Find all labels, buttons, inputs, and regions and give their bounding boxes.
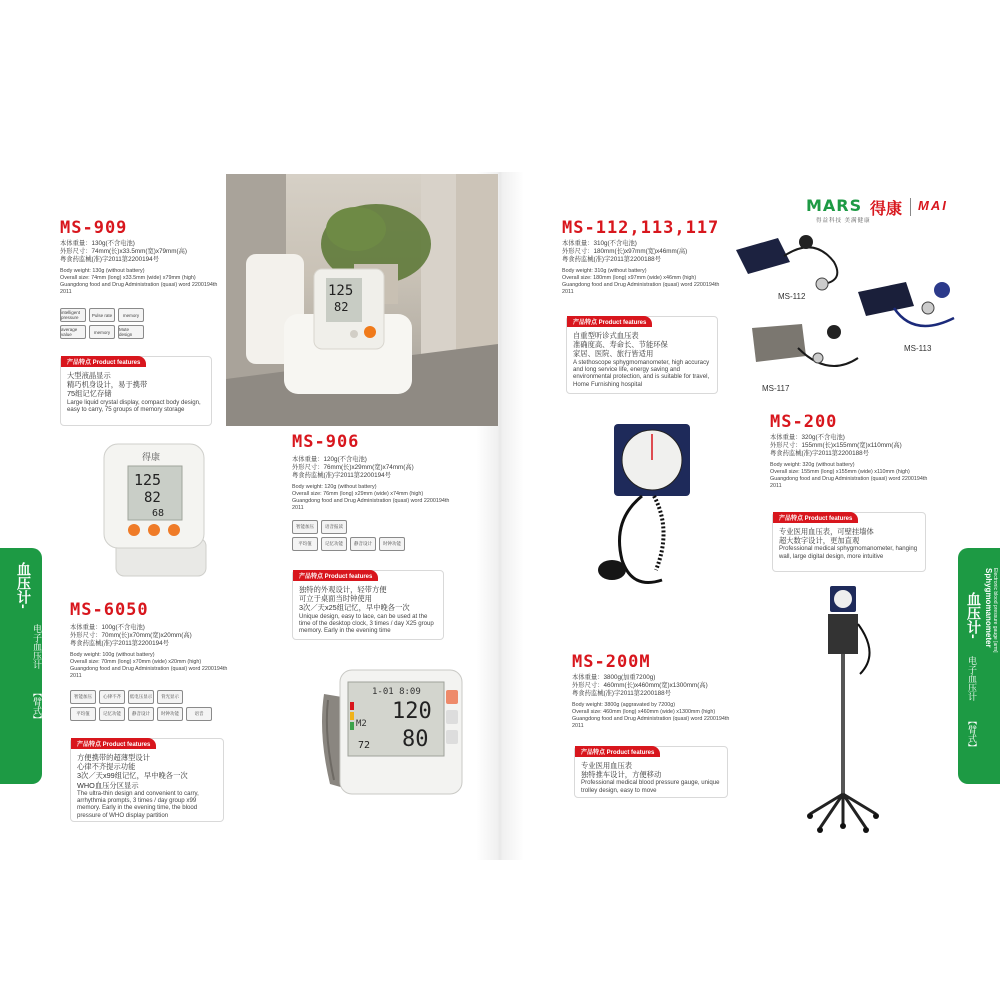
ms909-specs bbox=[60, 240, 220, 296]
ms6050-icons bbox=[70, 690, 230, 721]
ms909-size-en: Overall size: 74mm (long) x33.5mm (wide) x79mm (high) bbox=[60, 274, 196, 281]
ms909-weight-cn: 本体重量：130g(不含电池) bbox=[60, 240, 135, 247]
ms200-specs bbox=[770, 434, 930, 490]
ms906-lcd-sys: 125 bbox=[134, 471, 162, 489]
ms6050-icon-7: 静音设计 bbox=[128, 707, 154, 721]
side-tab-bracket: 【臂式】 bbox=[32, 688, 42, 724]
ms113-cuff-image bbox=[854, 278, 964, 342]
ms112-feat-cn-1: 自重型听诊式血压表 bbox=[573, 331, 639, 340]
ms906-specs bbox=[292, 456, 457, 512]
ms200m-model: MS-200M bbox=[572, 652, 651, 672]
ms909-icons bbox=[60, 308, 160, 339]
ms909-icon-3: memory bbox=[118, 308, 144, 322]
ms6050-icon-4: 背光显示 bbox=[157, 690, 183, 704]
ms906-icon-6: 时钟功能 bbox=[379, 537, 405, 551]
ms6050-lcd-dia: 80 bbox=[402, 727, 429, 752]
ms200-size-cn: 外形尺寸：155mm(长)x155mm(宽)x110mm(高) bbox=[770, 442, 902, 450]
ms6050-lcd-time: 1-01 8:09 bbox=[372, 687, 421, 697]
ms112-weight-cn: 本体重量：310g(不含电池) bbox=[562, 240, 637, 247]
side-tab-en-sub-right: Electronic blood pressure gauge [arm] bbox=[992, 568, 998, 653]
ms909-feat-cn-1: 大型液晶显示 bbox=[67, 371, 111, 380]
ms200m-weight-cn: 本体重量：3800g(加重7200g) bbox=[572, 674, 656, 681]
ms909-icon-1: intelligent pressure bbox=[60, 308, 86, 322]
left-side-tab bbox=[0, 548, 66, 784]
ms200-reg-en: Guangdong food and Drug Administration (quasi) word 2200194th 2011 bbox=[770, 475, 928, 489]
ms200m-specs bbox=[572, 674, 742, 730]
ms909-feat-en: Large liquid crystal display, compact body design, easy to carry, 75 groups of memory storage bbox=[67, 398, 201, 413]
ms6050-lcd-sys: 120 bbox=[392, 699, 432, 724]
ms906-icon-5: 静音设计 bbox=[350, 537, 376, 551]
brand-divider bbox=[910, 198, 911, 216]
ms200-feature-tag: 产品特点 Product features bbox=[773, 512, 858, 523]
ms906-feat-cn-2: 可立于桌面当时钟使用 bbox=[299, 594, 372, 604]
ms909-features bbox=[60, 356, 212, 426]
ms909-icon-4: average value bbox=[60, 325, 86, 339]
ms6050-weight-cn: 本体重量：100g(不含电池) bbox=[70, 624, 145, 631]
ms200m-feat-cn-2: 独特推车设计，方便移动 bbox=[581, 770, 662, 780]
ms200m-reg-cn: 粤食药监械(准)字2011第2200188号 bbox=[572, 690, 671, 698]
ms906-feat-cn-3: 3次／天x25组记忆，早中晚各一次 bbox=[299, 603, 410, 613]
ms200m-device-image bbox=[800, 584, 890, 834]
side-tab-cn-right: 血压计- bbox=[966, 592, 982, 639]
ms200-reg-cn: 粤食药监械(准)字2011第2200188号 bbox=[770, 450, 869, 458]
ms200-device-image bbox=[592, 420, 696, 600]
ms906-device-image bbox=[98, 440, 213, 580]
brand-slogan: 得益科技 美满健康 bbox=[816, 218, 871, 224]
ms909-feat-cn-2: 精巧机身设计，易于携带 bbox=[67, 380, 148, 390]
ms906-weight-cn: 本体重量：120g(不含电池) bbox=[292, 456, 367, 463]
photo-scene bbox=[226, 174, 498, 426]
ms6050-size-en: Overall size: 70mm (long) x70mm (wide) x20mm (high) bbox=[70, 658, 202, 665]
ms112-specs bbox=[562, 240, 722, 296]
ms906-weight-en: Body weight: 120g (without battery) bbox=[292, 483, 377, 490]
ms117-cuff-image bbox=[748, 318, 868, 382]
side-tab-cn-sub: 电子血压计 bbox=[32, 624, 42, 669]
ms6050-feat-cn-1: 方便携带的超薄型设计 bbox=[77, 753, 150, 762]
ms6050-lcd-m2: M2 bbox=[356, 719, 367, 729]
right-side-tab bbox=[958, 548, 1000, 784]
ms906-feat-en: Unique design, easy to lace, can be used at the time of the desktop clock, 3 times / day X25 group memory. Early in the evening time bbox=[299, 612, 434, 635]
ms200m-feat-en: Professional medical blood pressure gauge, unique trolley design, easy to move bbox=[581, 779, 720, 794]
ms6050-feat-cn-2: 心律不齐提示功能 bbox=[77, 762, 136, 772]
ms112-weight-en: Body weight: 310g (without battery) bbox=[562, 267, 647, 274]
ms200-weight-cn: 本体重量：320g(不含电池) bbox=[770, 434, 845, 441]
ms909-weight-en: Body weight: 130g (without battery) bbox=[60, 267, 145, 274]
ms200m-feature-tag: 产品特点 Product features bbox=[575, 746, 660, 757]
ms909-icon-5: memory bbox=[89, 325, 115, 339]
ms906-size-en: Overall size: 76mm (long) x29mm (wide) x74mm (high) bbox=[292, 490, 424, 497]
ms906-lcd-pul: 68 bbox=[152, 508, 165, 519]
ms906-lcd-dia: 82 bbox=[144, 490, 161, 506]
ms906-feat-cn-1: 独特的外观设计，轻带方便 bbox=[299, 585, 387, 594]
side-tab-bracket-right: 【臂式】 bbox=[967, 716, 977, 752]
ms112-size-cn: 外形尺寸：180mm(长)x97mm(宽)x46mm(高) bbox=[562, 248, 688, 256]
ms6050-icon-6: 记忆功能 bbox=[99, 707, 125, 721]
ms909-model: MS-909 bbox=[60, 218, 128, 238]
ms6050-model: MS-6050 bbox=[70, 600, 149, 620]
ms113-label: MS-113 bbox=[904, 344, 932, 353]
brand-logo-cn: 得康 bbox=[870, 201, 903, 218]
ms6050-specs bbox=[70, 624, 230, 680]
ms200m-size-cn: 外形尺寸：460mm(长)x460mm(宽)x1300mm(高) bbox=[572, 682, 708, 690]
ms200-size-en: Overall size: 155mm (long) x155mm (wide) x110mm (high) bbox=[770, 468, 910, 475]
ms6050-size-cn: 外形尺寸：70mm(长)x70mm(宽)x20mm(高) bbox=[70, 632, 192, 640]
ms200m-size-en: Overall size: 460mm (long) x460mm (wide) x1300mm (high) bbox=[572, 708, 716, 715]
photo-lcd-sys: 125 bbox=[328, 283, 354, 299]
ms906-icons bbox=[292, 520, 422, 551]
ms909-feature-tag: 产品特点 Product features bbox=[61, 356, 146, 367]
side-tab-cn-sub-right: 电子血压计 bbox=[967, 656, 977, 701]
side-tab-en-sub: Electronic blood pressure gauge [arm] bbox=[60, 562, 66, 647]
side-tab-cn: 血压计- bbox=[16, 562, 32, 609]
ms200m-feat-cn-1: 专业医用血压表 bbox=[581, 761, 633, 770]
ms200-weight-en: Body weight: 320g (without battery) bbox=[770, 461, 855, 468]
ms6050-weight-en: Body weight: 100g (without battery) bbox=[70, 651, 155, 658]
ms200-feat-cn-1: 专业医用血压表，可壁挂墙体 bbox=[779, 527, 874, 536]
ms200-feat-en: Professional medical sphygmomanometer, hanging wall, large digital design, more intuitive bbox=[779, 545, 918, 560]
side-tab-en-right: Sphygmomanometer bbox=[984, 568, 993, 648]
ms909-reg-en: Guangdong food and Drug Administration (quasi) word 2200194th 2011 bbox=[60, 281, 218, 295]
ms112-feat-cn-3: 家居、医院、旅行皆适用 bbox=[573, 349, 654, 359]
ms112-label: MS-112 bbox=[778, 292, 806, 301]
ms112-feat-cn-2: 准确度高、寿命长、节能环保 bbox=[573, 340, 668, 350]
ms200m-features bbox=[574, 746, 728, 798]
ms6050-feat-en: The ultra-thin design and convenient to carry, arrhythmia prompts, 3 times / day group x99 memory. Early in the evening time, the blood pressure of WHO display partition bbox=[77, 789, 199, 819]
ms112-cuff-image bbox=[734, 232, 854, 294]
ms909-icon-6: Mute design bbox=[118, 325, 144, 339]
ms112-size-en: Overall size: 180mm (long) x97mm (wide) x46mm (high) bbox=[562, 274, 697, 281]
brand-logo-mars: MARS bbox=[806, 196, 863, 215]
ms200-features bbox=[772, 512, 926, 572]
ms6050-feat-cn-4: WHO血压分区显示 bbox=[77, 780, 139, 790]
ms6050-device-image bbox=[318, 664, 468, 804]
ms909-feat-cn-3: 75组记忆存储 bbox=[67, 389, 112, 399]
ms6050-features bbox=[70, 738, 224, 822]
ms6050-feat-cn-3: 3次／天x99组记忆，早中晚各一次 bbox=[77, 771, 188, 781]
ms906-size-cn: 外形尺寸：76mm(长)x29mm(宽)x74mm(高) bbox=[292, 464, 414, 472]
ms6050-reg-cn: 粤食药监械(准)字2011第2200194号 bbox=[70, 640, 169, 648]
ms112-reg-en: Guangdong food and Drug Administration (quasi) word 2200194th 2011 bbox=[562, 281, 720, 295]
ms6050-lcd-pul: 72 bbox=[358, 740, 371, 751]
ms112-feat-en: A stethoscope sphygmomanometer, high accuracy and long service life, energy saving and environmental protection, and is suitable for travel, Home Furnishing hospital bbox=[573, 358, 710, 388]
ms200-model: MS-200 bbox=[770, 412, 838, 432]
ms906-reg-en: Guangdong food and Drug Administration (quasi) word 2200194th 2011 bbox=[292, 497, 450, 511]
side-tab-en: Sphygmomanometer bbox=[49, 562, 58, 642]
ms112-model: MS-112,113,117 bbox=[562, 218, 720, 238]
ms906-features bbox=[292, 570, 444, 640]
ms909-reg-cn: 粤食药监械(准)字2011第2200194号 bbox=[60, 256, 159, 264]
ms6050-icon-2: 心律不齐 bbox=[99, 690, 125, 704]
ms906-model: MS-906 bbox=[292, 432, 360, 452]
brand-logo-mai: MAI bbox=[918, 198, 948, 213]
ms200m-reg-en: Guangdong food and Drug Administration (quasi) word 2200194th 2011 bbox=[572, 715, 730, 729]
ms112-feature-tag: 产品特点 Product features bbox=[567, 316, 652, 327]
ms6050-icon-8: 时钟功能 bbox=[157, 707, 183, 721]
ms909-icon-2: Pulse rate bbox=[89, 308, 115, 322]
ms117-label: MS-117 bbox=[762, 384, 790, 393]
ms200m-weight-en: Body weight: 3800g (aggravated by 7200g) bbox=[572, 701, 676, 708]
ms6050-icon-9: 语音 bbox=[186, 707, 212, 721]
ms906-icon-3: 平均值 bbox=[292, 537, 318, 551]
ms906-icon-4: 记忆功能 bbox=[321, 537, 347, 551]
device-brand-cn: 得康 bbox=[142, 453, 161, 463]
ms6050-icon-1: 智能加压 bbox=[70, 690, 96, 704]
ms6050-reg-en: Guangdong food and Drug Administration (quasi) word 2200194th 2011 bbox=[70, 665, 228, 679]
ms906-icon-2: 语音报读 bbox=[321, 520, 347, 534]
photo-lcd-dia: 82 bbox=[334, 300, 349, 314]
ms200-feat-cn-2: 超大数字设计，更加直观 bbox=[779, 536, 860, 546]
ms6050-icon-3: 低电压显示 bbox=[128, 690, 154, 704]
ms112-reg-cn: 粤食药监械(准)字2011第2200188号 bbox=[562, 256, 661, 264]
ms906-icon-1: 智能加压 bbox=[292, 520, 318, 534]
product-photo-ms909 bbox=[226, 174, 498, 426]
ms112-features bbox=[566, 316, 718, 394]
brand-logo bbox=[806, 196, 996, 226]
ms6050-feature-tag: 产品特点 Product features bbox=[71, 738, 156, 749]
ms6050-icon-5: 平均值 bbox=[70, 707, 96, 721]
ms906-reg-cn: 粤食药监械(准)字2011第2200194号 bbox=[292, 472, 391, 480]
ms906-feature-tag: 产品特点 Product features bbox=[293, 570, 378, 581]
ms909-size-cn: 外形尺寸：74mm(长)x33.5mm(宽)x79mm(高) bbox=[60, 248, 187, 256]
